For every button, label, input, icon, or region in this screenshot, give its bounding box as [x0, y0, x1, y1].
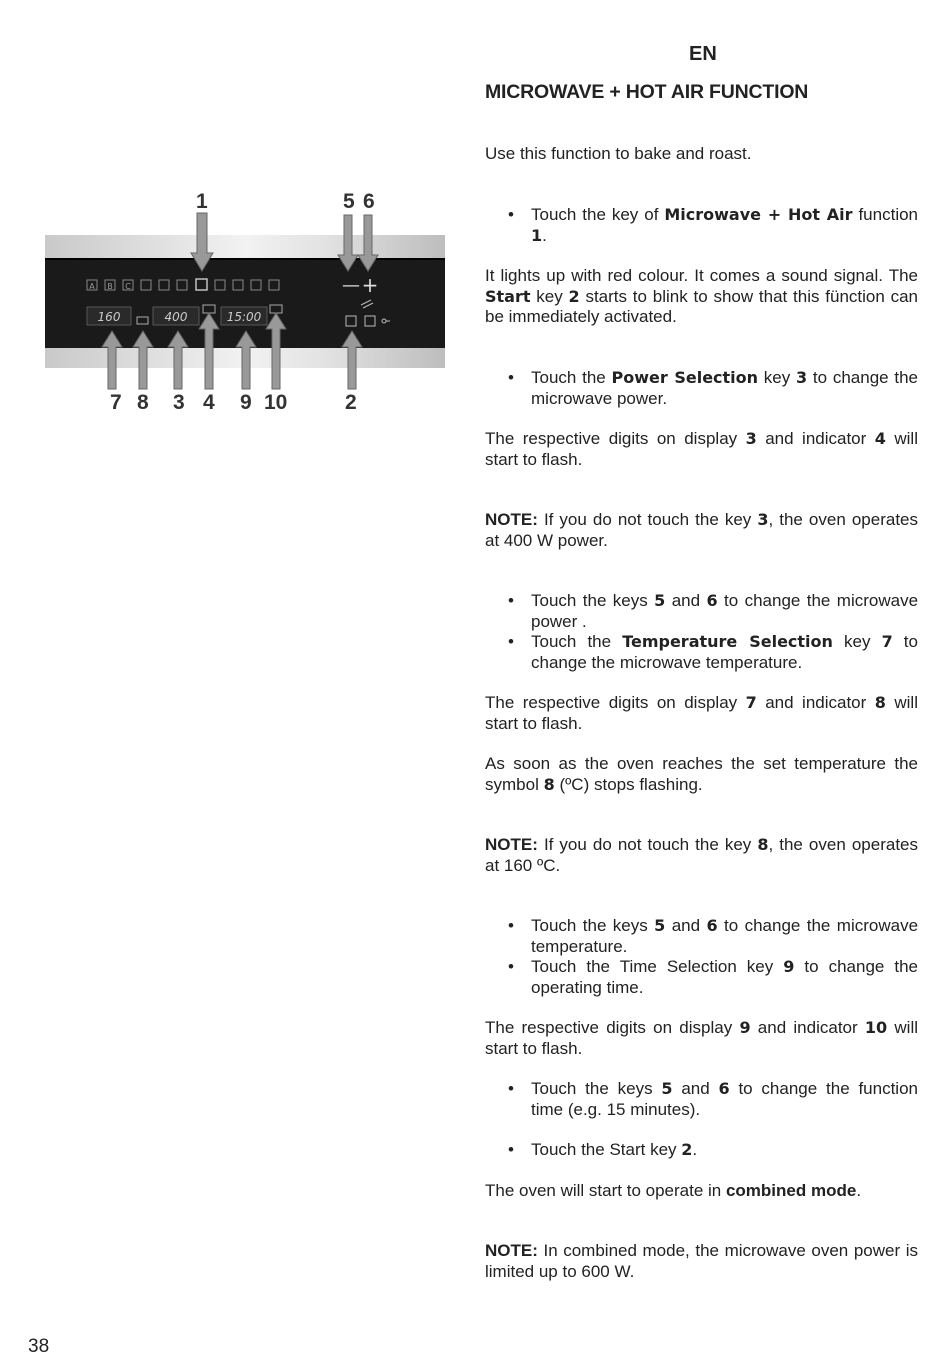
callout-5: 5 — [343, 190, 355, 213]
callout-10: 10 — [264, 391, 288, 414]
note-1: NOTE: If you do not touch the key 3, the oven operates at 400 W power. — [485, 510, 919, 550]
mode-key-c[interactable]: C — [125, 282, 131, 291]
digits9-paragraph: The respective digits on display 9 and indicator 10 will start to flash. — [485, 1018, 918, 1058]
list-item: • Touch the Time Selection key 9 to change the operating time. — [508, 957, 918, 997]
control-panel-figure — [45, 185, 445, 420]
control-panel-illustration — [45, 185, 445, 420]
note-2: NOTE: If you do not touch the key 8, the oven operates at 160 ºC. — [485, 835, 919, 875]
lights-paragraph: It lights up with red colour. It comes a sound signal. The Start key 2 starts to blink to show that this fünction can be immediately activated. — [485, 266, 918, 326]
list-item: • Touch the Temperature Selection key 7 to change the microwave temperature. — [508, 632, 918, 672]
minus-key[interactable]: — — [342, 275, 360, 296]
reaches-paragraph: As soon as the oven reaches the set temperature the symbol 8 (ºC) stops flashing. — [485, 754, 918, 794]
page-title: MICROWAVE + HOT AIR FUNCTION — [485, 81, 809, 103]
bullet-icon: • — [508, 205, 514, 224]
callout-2: 2 — [345, 391, 357, 414]
page-number: 38 — [28, 1336, 50, 1357]
temperature-display-value: 160 — [97, 310, 121, 324]
step-list-6 — [508, 1140, 918, 1161]
note-3: NOTE: In combined mode, the microwave oven power is limited up to 600 W. — [485, 1241, 918, 1281]
mode-key-b[interactable]: B — [107, 282, 113, 291]
bullet-icon: • — [508, 591, 514, 610]
callout-3: 3 — [173, 391, 185, 414]
bullet-icon: • — [508, 1079, 514, 1098]
step-list-1 — [508, 205, 918, 246]
callout-8: 8 — [137, 391, 149, 414]
list-item: • Touch the Start key 2. — [508, 1140, 698, 1159]
plus-key[interactable]: + — [361, 273, 379, 297]
mode-key-a[interactable]: A — [89, 282, 95, 291]
callout-7: 7 — [110, 391, 122, 414]
list-item: • Touch the keys 5 and 6 to change the microwave temperature. — [508, 916, 919, 956]
digits3-paragraph: The respective digits on display 3 and indicator 4 will start to flash. — [485, 429, 918, 469]
step-list-2 — [508, 368, 918, 409]
bullet-icon: • — [508, 368, 514, 387]
combined-paragraph: The oven will start to operate in combined mode. — [485, 1181, 862, 1200]
callout-9: 9 — [240, 391, 252, 414]
step-list-4 — [508, 916, 918, 998]
time-display-value: 15:00 — [226, 310, 262, 324]
power-display-value: 400 — [164, 310, 188, 324]
bullet-icon: • — [508, 957, 514, 976]
list-item: • Touch the Power Selection key 3 to change the microwave power. — [508, 368, 918, 408]
language-code: EN — [689, 43, 717, 65]
bullet-icon: • — [508, 632, 514, 651]
digits7-paragraph: The respective digits on display 7 and indicator 8 will start to flash. — [485, 693, 918, 733]
bullet-icon: • — [508, 916, 514, 935]
callout-1: 1 — [196, 190, 208, 213]
step-list-5 — [508, 1079, 918, 1120]
step-list-3 — [508, 591, 918, 673]
intro-paragraph: Use this function to bake and roast. — [485, 144, 752, 163]
callout-6: 6 — [363, 190, 375, 213]
list-item: • Touch the keys 5 and 6 to change the microwave power . — [508, 591, 919, 631]
list-item: • Touch the key of Microwave + Hot Air function 1. — [508, 205, 919, 245]
list-item: • Touch the keys 5 and 6 to change the function time (e.g. 15 minutes). — [508, 1079, 918, 1119]
bullet-icon: • — [508, 1140, 514, 1159]
callout-4: 4 — [203, 391, 215, 414]
